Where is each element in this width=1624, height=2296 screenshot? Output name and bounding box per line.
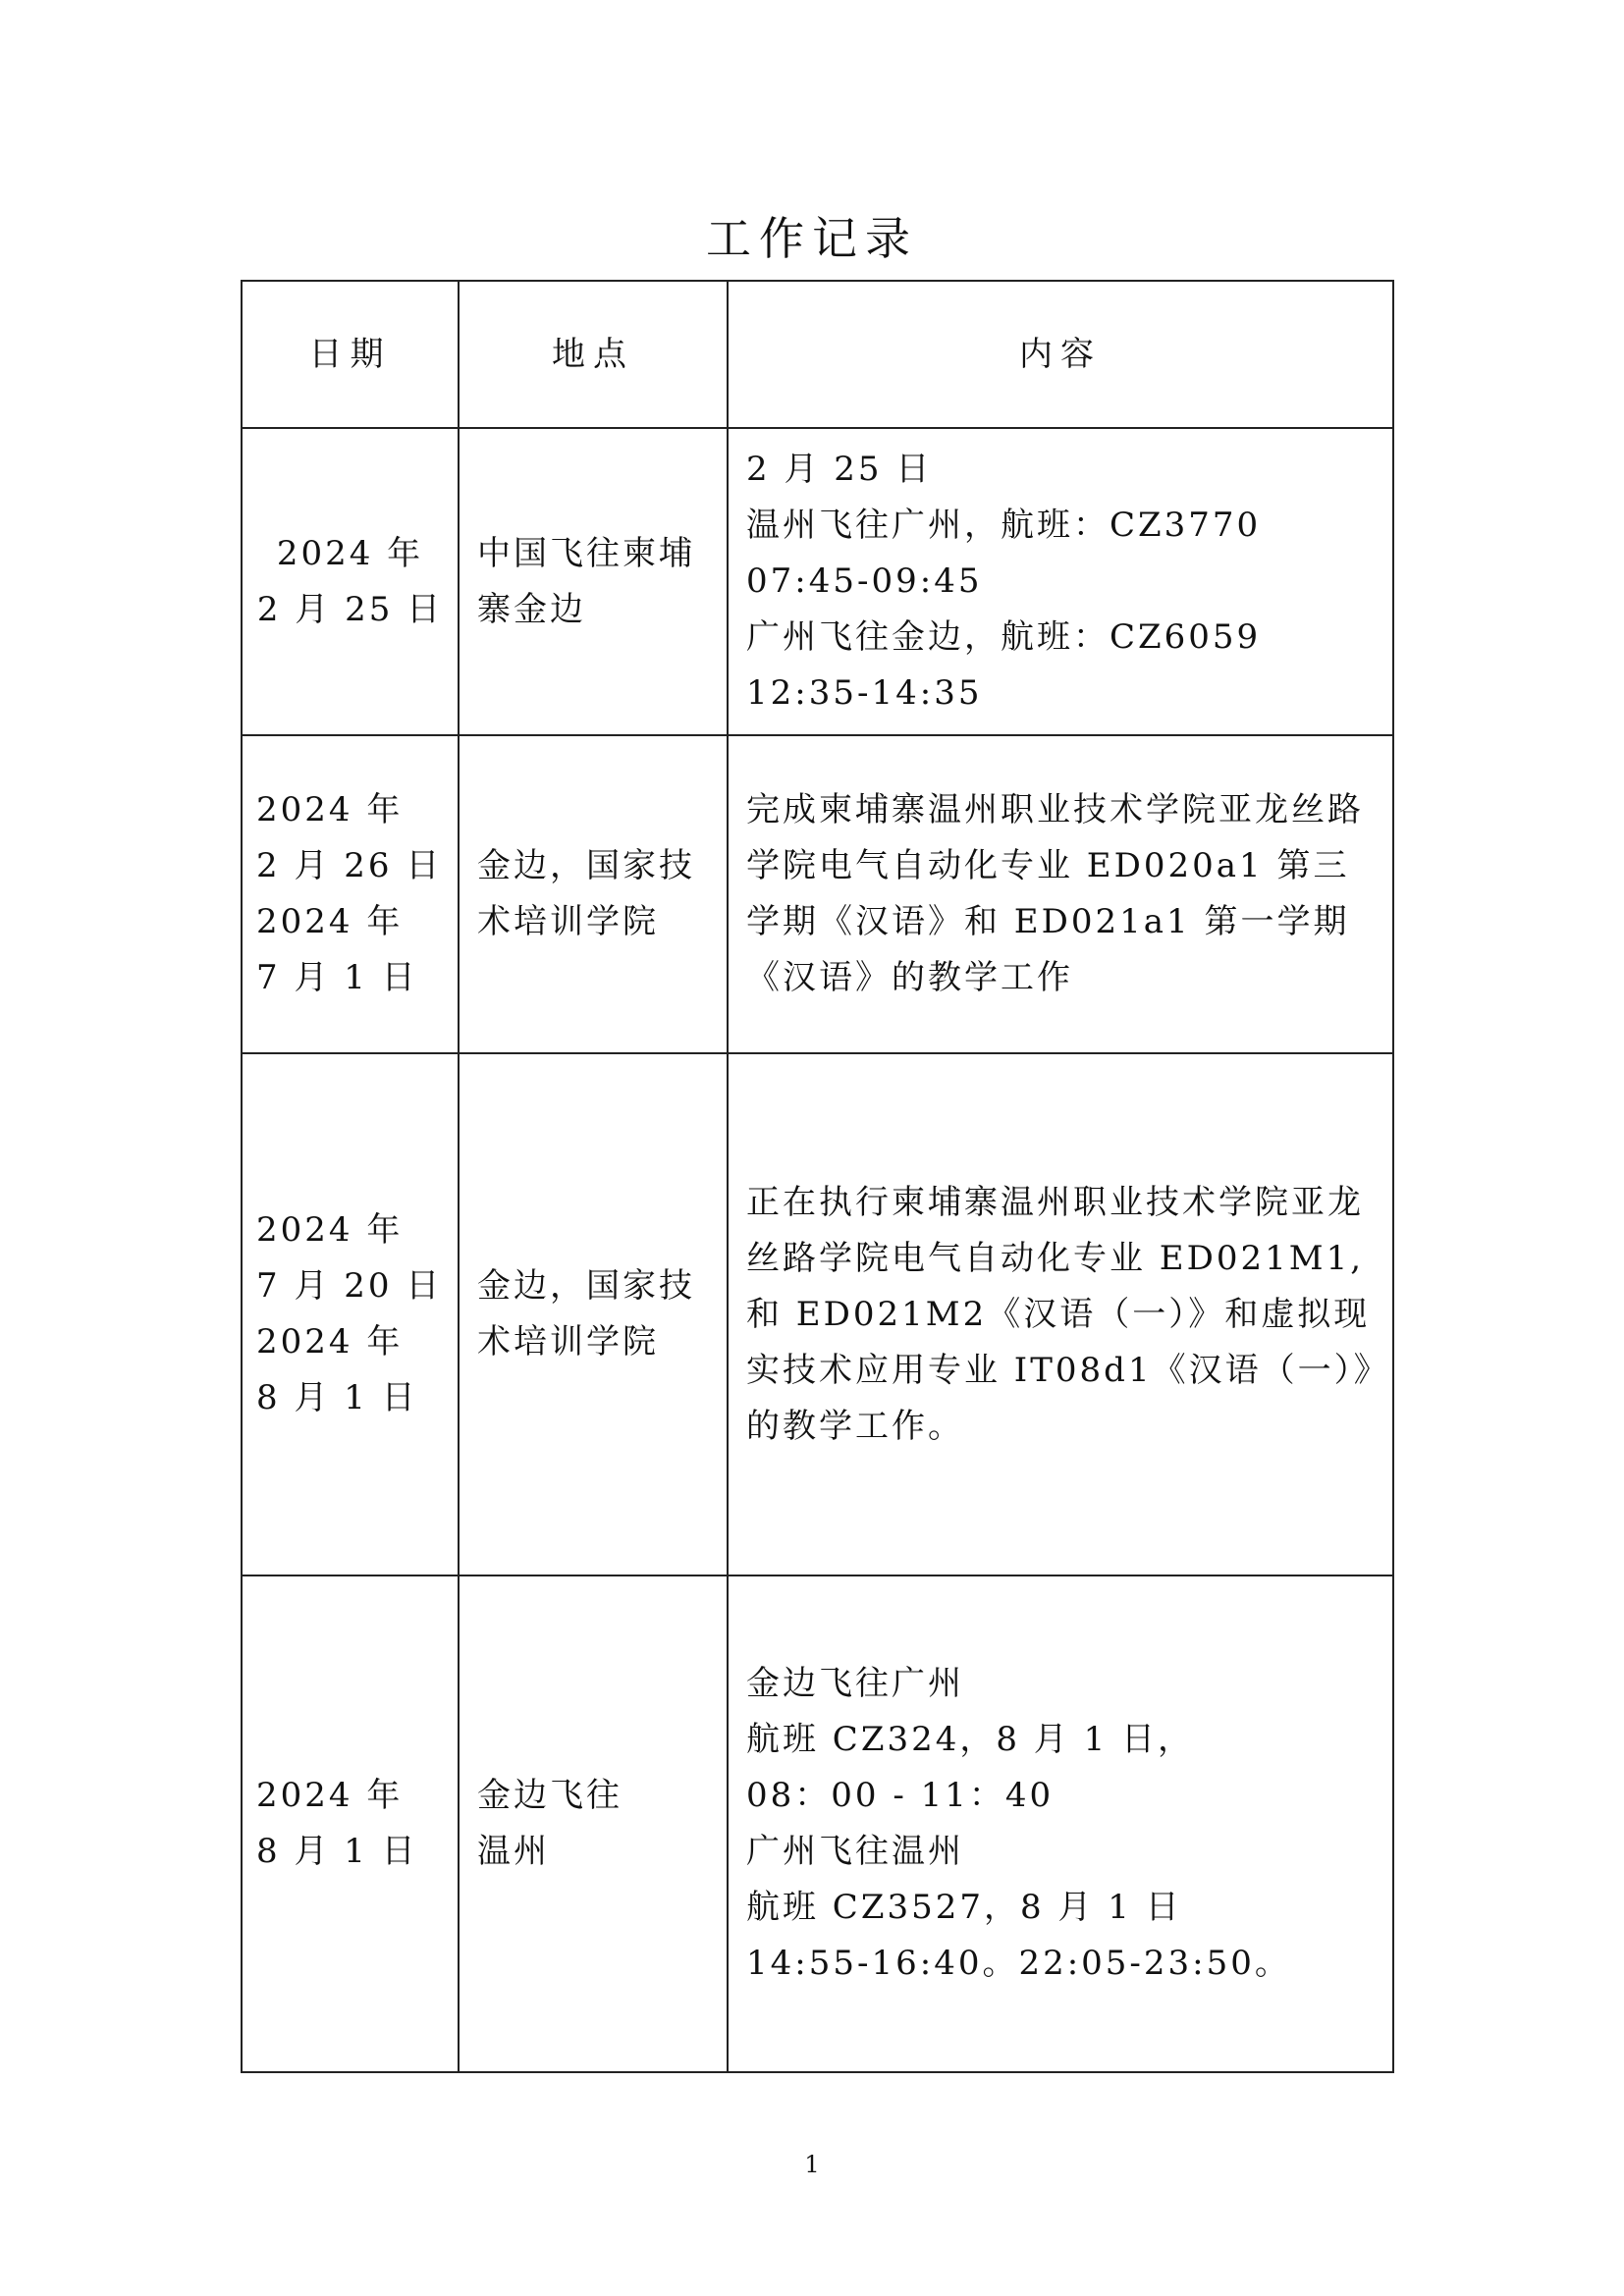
date-line: 8 月 1 日 <box>256 1832 418 1871</box>
place-cell <box>459 428 728 735</box>
place-cell <box>459 1053 728 1575</box>
content-line: 08：00 - 11：40 <box>746 1776 1055 1815</box>
place-text: 金边，国家技术培训学院 <box>477 1266 695 1362</box>
date-line: 2024 年 <box>256 1322 404 1362</box>
content-line: 金边飞往广州 <box>746 1664 964 1703</box>
content-line: 2 月 25 日 <box>746 450 933 489</box>
content-line: 航班 CZ3527，8 月 1 日 <box>746 1888 1182 1927</box>
date-line: 2024 年 <box>256 790 404 829</box>
place-text: 金边，国家技术培训学院 <box>477 846 695 941</box>
page-number: 1 <box>804 2151 820 2178</box>
content-line: 14:55-16:40。22:05-23:50。 <box>746 1944 1291 1983</box>
date-line: 2 月 26 日 <box>256 846 443 885</box>
work-log-table <box>241 280 1394 2073</box>
place-cell <box>459 735 728 1053</box>
content-cell <box>728 735 1393 1053</box>
date-cell <box>242 428 459 735</box>
header-date: 日期 <box>242 281 459 428</box>
date-line: 2024 年 <box>256 902 404 941</box>
header-place: 地点 <box>459 281 728 428</box>
content-line: 温州飞往广州，航班：CZ3770 <box>746 506 1262 545</box>
date-cell <box>242 1575 459 2072</box>
page-title: 工作记录 <box>706 212 918 265</box>
content-line: 广州飞往温州 <box>746 1832 964 1871</box>
place-cell <box>459 1575 728 2072</box>
content-line: 航班 CZ324，8 月 1 日， <box>746 1720 1195 1759</box>
content-line: 广州飞往金边，航班：CZ6059 <box>746 617 1262 657</box>
content-cell <box>728 1575 1393 2072</box>
date-line: 8 月 1 日 <box>256 1378 418 1417</box>
date-line: 2024 年 <box>256 1210 404 1250</box>
header-content: 内容 <box>728 281 1393 428</box>
date-line: 7 月 1 日 <box>256 958 418 997</box>
place-line: 金边飞往 <box>477 1776 623 1815</box>
date-line: 2024 年 <box>256 1776 404 1815</box>
date-cell <box>242 735 459 1053</box>
date-cell <box>242 1053 459 1575</box>
content-text: 正在执行柬埔寨温州职业技术学院亚龙丝路学院电气自动化专业 ED021M1,和 ED021M2《汉语（一）》和虚拟现实技术应用专业 IT08d1《汉语（一）》的教学工作。 <box>746 1182 1374 1446</box>
place-line: 温州 <box>477 1832 550 1871</box>
content-text: 完成柬埔寨温州职业技术学院亚龙丝路学院电气自动化专业 ED020a1 第三学期《汉语》和 ED021a1 第一学期《汉语》的教学工作 <box>746 790 1364 997</box>
content-cell <box>728 1053 1393 1575</box>
table-row <box>242 428 1393 735</box>
date-line: 7 月 20 日 <box>256 1266 443 1306</box>
table-header-row <box>242 281 1393 428</box>
table-row <box>242 1053 1393 1575</box>
date-line: 2024 年 <box>276 533 424 573</box>
content-cell <box>728 428 1393 735</box>
date-line: 2 月 25 日 <box>256 589 444 629</box>
table-row <box>242 1575 1393 2072</box>
content-line: 07:45-09:45 <box>746 561 983 601</box>
table-row <box>242 735 1393 1053</box>
content-line: 12:35-14:35 <box>746 673 983 713</box>
place-text: 中国飞往柬埔寨金边 <box>477 533 695 629</box>
